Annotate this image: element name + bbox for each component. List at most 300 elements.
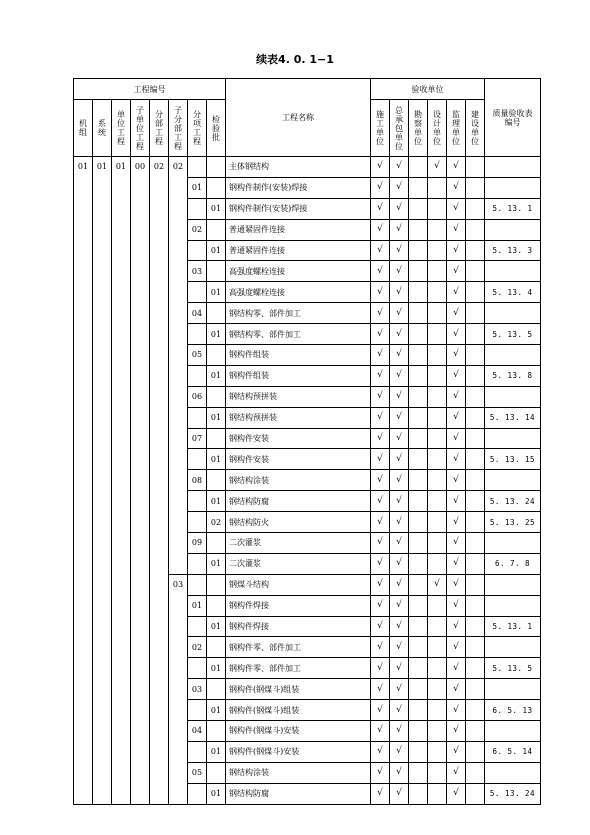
check-supervision-unit: √ [447,574,466,595]
code-sub-unit-engineering: 00 [131,157,150,805]
check-owner-unit [466,762,485,783]
check-construction-unit: √ [371,721,390,742]
form-number [485,679,541,700]
check-construction-unit: √ [371,219,390,240]
check-survey-unit [409,177,428,198]
check-general-contractor: √ [390,762,409,783]
check-survey-unit [409,345,428,366]
check-design-unit [428,741,447,762]
form-number: 5. 13. 14 [485,407,541,428]
project-name: 钢结构预拼装 [226,407,371,428]
table-title: 续表4. 0. 1−1 [256,53,334,66]
form-number: 5. 13. 8 [485,365,541,386]
check-general-contractor: √ [390,240,409,261]
check-design-unit [428,428,447,449]
check-design-unit [428,637,447,658]
form-number [485,574,541,595]
check-survey-unit [409,198,428,219]
check-construction-unit: √ [371,553,390,574]
code-unit-system: 01 [93,157,112,805]
project-name: 钢构件组装 [226,365,371,386]
code-inspection-batch [207,157,226,178]
code-item-engineering: 02 [188,637,207,658]
project-name: 主体钢结构 [226,157,371,178]
code-item-engineering [188,365,207,386]
check-construction-unit: √ [371,177,390,198]
check-supervision-unit: √ [447,721,466,742]
check-owner-unit [466,219,485,240]
check-general-contractor: √ [390,282,409,303]
project-name: 钢构件安装 [226,449,371,470]
code-item-engineering [188,324,207,345]
code-item-engineering: 05 [188,345,207,366]
form-number: 5. 13. 3 [485,240,541,261]
check-owner-unit [466,470,485,491]
check-design-unit [428,679,447,700]
code-item-engineering [188,491,207,512]
check-owner-unit [466,282,485,303]
check-owner-unit [466,261,485,282]
check-general-contractor: √ [390,658,409,679]
project-name: 钢结构防火 [226,512,371,533]
check-supervision-unit: √ [447,449,466,470]
code-inspection-batch [207,303,226,324]
code-item-engineering: 08 [188,470,207,491]
check-owner-unit [466,324,485,345]
check-general-contractor: √ [390,157,409,178]
header-division-engineering: 分部工程 [150,100,169,157]
check-supervision-unit: √ [447,741,466,762]
check-construction-unit: √ [371,198,390,219]
check-design-unit: √ [428,157,447,178]
form-number: 6. 5. 13 [485,700,541,721]
project-name: 钢煤斗结构 [226,574,371,595]
code-inspection-batch: 01 [207,407,226,428]
check-survey-unit [409,261,428,282]
check-supervision-unit: √ [447,177,466,198]
header-survey-unit: 勘察单位 [409,100,428,157]
check-general-contractor: √ [390,637,409,658]
code-item-engineering [188,240,207,261]
header-form-number: 质量验收表编号 [485,79,541,157]
form-number [485,595,541,616]
code-item-engineering [188,553,207,574]
code-item-engineering: 02 [188,219,207,240]
form-number [485,219,541,240]
check-survey-unit [409,219,428,240]
check-survey-unit [409,303,428,324]
check-construction-unit: √ [371,491,390,512]
check-construction-unit: √ [371,240,390,261]
check-general-contractor: √ [390,324,409,345]
check-construction-unit: √ [371,345,390,366]
check-construction-unit: √ [371,365,390,386]
form-number: 5. 13. 4 [485,282,541,303]
check-construction-unit: √ [371,637,390,658]
form-number: 5. 13. 25 [485,512,541,533]
check-owner-unit [466,240,485,261]
code-item-engineering [188,157,207,178]
check-owner-unit [466,658,485,679]
code-item-engineering [188,407,207,428]
check-supervision-unit: √ [447,616,466,637]
check-general-contractor: √ [390,512,409,533]
form-number: 6. 5. 14 [485,741,541,762]
project-name: 钢构件制作(安装)焊接 [226,177,371,198]
check-supervision-unit: √ [447,637,466,658]
check-supervision-unit: √ [447,762,466,783]
form-number [485,637,541,658]
check-survey-unit [409,595,428,616]
check-survey-unit [409,762,428,783]
code-item-engineering: 01 [188,595,207,616]
code-inspection-batch: 01 [207,700,226,721]
check-survey-unit [409,282,428,303]
check-general-contractor: √ [390,553,409,574]
check-general-contractor: √ [390,595,409,616]
check-owner-unit [466,741,485,762]
check-construction-unit: √ [371,762,390,783]
project-name: 钢构件(钢煤斗)安装 [226,741,371,762]
code-inspection-batch: 01 [207,491,226,512]
code-unit-engineering: 01 [112,157,131,805]
check-design-unit [428,303,447,324]
check-supervision-unit: √ [447,595,466,616]
code-item-engineering: 03 [188,261,207,282]
check-supervision-unit: √ [447,491,466,512]
project-name: 钢结构涂装 [226,762,371,783]
check-supervision-unit: √ [447,219,466,240]
check-design-unit [428,261,447,282]
check-supervision-unit: √ [447,282,466,303]
check-supervision-unit: √ [447,533,466,554]
check-general-contractor: √ [390,470,409,491]
form-number [485,428,541,449]
check-survey-unit [409,553,428,574]
check-survey-unit [409,491,428,512]
check-survey-unit [409,407,428,428]
code-item-engineering: 09 [188,533,207,554]
form-number: 5. 13. 24 [485,491,541,512]
project-name: 钢构件零、部件加工 [226,658,371,679]
form-number [485,261,541,282]
check-supervision-unit: √ [447,198,466,219]
form-number: 5. 13. 1 [485,616,541,637]
project-name: 钢构件零、部件加工 [226,637,371,658]
check-survey-unit [409,658,428,679]
check-owner-unit [466,553,485,574]
check-design-unit [428,324,447,345]
check-design-unit [428,470,447,491]
check-design-unit [428,533,447,554]
code-item-engineering [188,198,207,219]
header-item-engineering: 分项工程 [188,100,207,157]
code-inspection-batch: 01 [207,741,226,762]
project-name: 二次灌浆 [226,533,371,554]
code-item-engineering [188,741,207,762]
check-construction-unit: √ [371,700,390,721]
check-owner-unit [466,679,485,700]
check-general-contractor: √ [390,574,409,595]
check-general-contractor: √ [390,491,409,512]
check-general-contractor: √ [390,616,409,637]
check-general-contractor: √ [390,679,409,700]
check-construction-unit: √ [371,533,390,554]
check-design-unit [428,700,447,721]
code-item-engineering [188,282,207,303]
check-survey-unit [409,470,428,491]
check-construction-unit: √ [371,658,390,679]
code-inspection-batch: 01 [207,658,226,679]
check-construction-unit: √ [371,470,390,491]
code-inspection-batch [207,345,226,366]
code-inspection-batch [207,261,226,282]
check-supervision-unit: √ [447,428,466,449]
project-name: 钢构件焊接 [226,595,371,616]
check-survey-unit [409,449,428,470]
check-owner-unit [466,428,485,449]
check-design-unit [428,616,447,637]
code-item-engineering: 07 [188,428,207,449]
code-inspection-batch: 01 [207,616,226,637]
check-owner-unit [466,595,485,616]
check-owner-unit [466,157,485,178]
check-design-unit [428,345,447,366]
code-item-engineering [188,658,207,679]
form-number: 5. 13. 5 [485,324,541,345]
code-inspection-batch: 01 [207,783,226,804]
check-design-unit [428,282,447,303]
form-number: 6. 7. 8 [485,553,541,574]
code-item-engineering: 01 [188,177,207,198]
check-general-contractor: √ [390,533,409,554]
check-construction-unit: √ [371,261,390,282]
check-owner-unit [466,345,485,366]
code-inspection-batch [207,679,226,700]
code-inspection-batch: 01 [207,240,226,261]
check-survey-unit [409,741,428,762]
code-division-engineering: 02 [150,157,169,805]
check-general-contractor: √ [390,303,409,324]
check-owner-unit [466,449,485,470]
code-item-engineering: 03 [188,679,207,700]
check-construction-unit: √ [371,282,390,303]
header-unit-engineering: 单位工程 [112,100,131,157]
form-number [485,386,541,407]
header-project-code: 工程编号 [74,79,226,100]
check-survey-unit [409,616,428,637]
check-owner-unit [466,198,485,219]
check-design-unit [428,219,447,240]
header-unit-machine: 机组 [74,100,93,157]
code-inspection-batch [207,219,226,240]
project-name: 钢构件组装 [226,345,371,366]
check-construction-unit: √ [371,428,390,449]
code-inspection-batch: 01 [207,324,226,345]
check-supervision-unit: √ [447,240,466,261]
check-general-contractor: √ [390,219,409,240]
project-name: 钢结构涂装 [226,470,371,491]
code-item-engineering [188,616,207,637]
check-construction-unit: √ [371,783,390,804]
check-survey-unit [409,533,428,554]
form-number: 5. 13. 15 [485,449,541,470]
check-general-contractor: √ [390,386,409,407]
form-number [485,533,541,554]
code-inspection-batch [207,386,226,407]
check-survey-unit [409,700,428,721]
check-construction-unit: √ [371,157,390,178]
check-survey-unit [409,365,428,386]
code-sub-division-engineering: 03 [169,574,188,804]
check-supervision-unit: √ [447,658,466,679]
table-row [74,157,541,178]
project-name: 钢结构零、部件加工 [226,303,371,324]
project-name: 钢构件(钢煤斗)组装 [226,700,371,721]
code-item-engineering: 04 [188,721,207,742]
check-construction-unit: √ [371,574,390,595]
check-survey-unit [409,721,428,742]
header-inspection-batch: 检验批 [207,100,226,157]
check-construction-unit: √ [371,324,390,345]
code-item-engineering: 05 [188,762,207,783]
project-name: 钢构件制作(安装)焊接 [226,198,371,219]
header-owner-unit: 建设单位 [466,100,485,157]
check-supervision-unit: √ [447,783,466,804]
check-owner-unit [466,616,485,637]
check-survey-unit [409,157,428,178]
check-construction-unit: √ [371,616,390,637]
check-design-unit [428,553,447,574]
check-construction-unit: √ [371,595,390,616]
check-design-unit [428,491,447,512]
check-supervision-unit: √ [447,700,466,721]
check-construction-unit: √ [371,679,390,700]
check-design-unit [428,177,447,198]
check-supervision-unit: √ [447,303,466,324]
check-owner-unit [466,177,485,198]
form-number [485,177,541,198]
check-construction-unit: √ [371,303,390,324]
code-item-engineering: 06 [188,386,207,407]
check-owner-unit [466,303,485,324]
project-name: 钢构件(钢煤斗)安装 [226,721,371,742]
check-survey-unit [409,679,428,700]
check-owner-unit [466,386,485,407]
check-owner-unit [466,512,485,533]
code-inspection-batch: 01 [207,365,226,386]
code-item-engineering [188,783,207,804]
check-general-contractor: √ [390,721,409,742]
check-general-contractor: √ [390,365,409,386]
code-inspection-batch [207,470,226,491]
code-inspection-batch: 01 [207,198,226,219]
project-name: 钢结构预拼装 [226,386,371,407]
form-number [485,345,541,366]
check-survey-unit [409,783,428,804]
header-construction-unit: 施工单位 [371,100,390,157]
check-general-contractor: √ [390,198,409,219]
project-name: 钢构件(钢煤斗)组装 [226,679,371,700]
code-inspection-batch: 01 [207,553,226,574]
code-item-engineering [188,512,207,533]
check-construction-unit: √ [371,449,390,470]
check-design-unit [428,240,447,261]
check-survey-unit [409,240,428,261]
check-design-unit [428,783,447,804]
check-design-unit: √ [428,574,447,595]
check-construction-unit: √ [371,512,390,533]
header-design-unit: 设计单位 [428,100,447,157]
code-inspection-batch: 01 [207,449,226,470]
check-general-contractor: √ [390,177,409,198]
check-supervision-unit: √ [447,365,466,386]
check-construction-unit: √ [371,407,390,428]
header-unit-system: 系统 [93,100,112,157]
check-design-unit [428,449,447,470]
header-acceptance-units: 验收单位 [371,79,485,100]
code-inspection-batch [207,721,226,742]
check-supervision-unit: √ [447,345,466,366]
form-number: 5. 13. 1 [485,198,541,219]
code-sub-division-engineering: 02 [169,157,188,575]
check-general-contractor: √ [390,741,409,762]
check-supervision-unit: √ [447,324,466,345]
project-name: 钢构件安装 [226,428,371,449]
code-inspection-batch [207,762,226,783]
project-name: 钢构件焊接 [226,616,371,637]
check-design-unit [428,365,447,386]
code-item-engineering: 04 [188,303,207,324]
check-design-unit [428,658,447,679]
header-sub-division-engineering: 子分部工程 [169,100,188,157]
project-name: 钢结构防腐 [226,491,371,512]
code-inspection-batch: 01 [207,282,226,303]
check-owner-unit [466,407,485,428]
form-number [485,762,541,783]
check-design-unit [428,721,447,742]
check-supervision-unit: √ [447,157,466,178]
check-owner-unit [466,721,485,742]
check-supervision-unit: √ [447,261,466,282]
check-design-unit [428,512,447,533]
check-general-contractor: √ [390,345,409,366]
code-inspection-batch [207,428,226,449]
check-general-contractor: √ [390,700,409,721]
form-number: 5. 13. 24 [485,783,541,804]
project-name: 钢结构零、部件加工 [226,324,371,345]
check-survey-unit [409,428,428,449]
check-owner-unit [466,491,485,512]
code-unit-machine: 01 [74,157,93,805]
check-supervision-unit: √ [447,512,466,533]
project-name: 高强度螺栓连接 [226,282,371,303]
header-project-name: 工程名称 [226,79,371,157]
check-owner-unit [466,637,485,658]
project-name: 普通紧固件连接 [226,240,371,261]
check-supervision-unit: √ [447,470,466,491]
code-item-engineering [188,449,207,470]
check-design-unit [428,407,447,428]
header-supervision-unit: 监理单位 [447,100,466,157]
form-number [485,721,541,742]
header-general-contractor: 总承包单位 [390,100,409,157]
check-owner-unit [466,700,485,721]
project-name: 钢结构防腐 [226,783,371,804]
project-name: 二次灌浆 [226,553,371,574]
header-sub-unit-engineering: 子单位工程 [131,100,150,157]
check-design-unit [428,198,447,219]
